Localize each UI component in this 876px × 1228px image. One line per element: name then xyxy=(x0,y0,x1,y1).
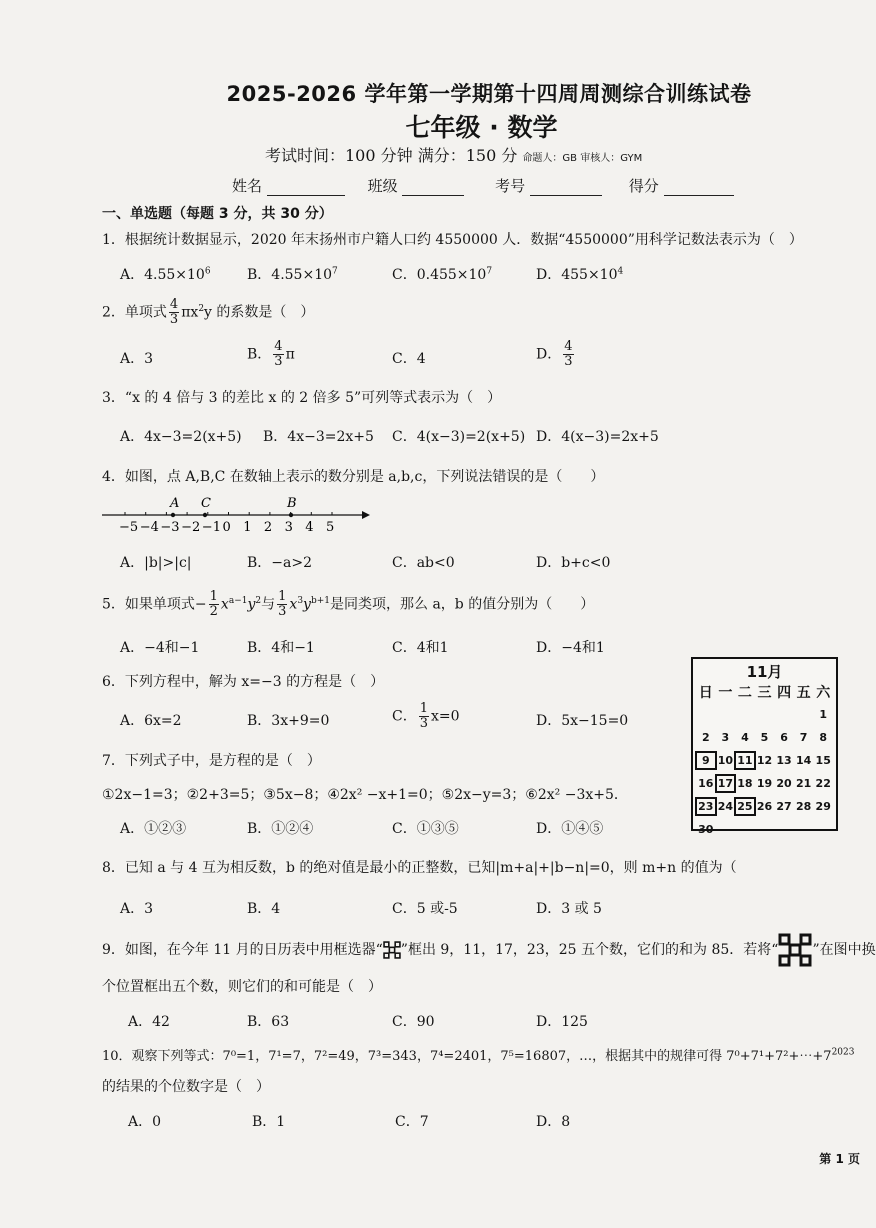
calendar-day xyxy=(696,706,716,723)
calendar-day: 5 xyxy=(760,731,769,744)
weekday-label: 一 xyxy=(718,685,733,701)
tick-label: 5 xyxy=(326,520,335,535)
class-label: 班级 xyxy=(367,177,398,195)
question-3-stem: 3．“x 的 4 倍与 3 的差比 x 的 2 倍多 5”可列等式表示为（ ） xyxy=(102,390,502,406)
calendar-day: 27 xyxy=(776,800,792,813)
name-label: 姓名 xyxy=(232,177,263,195)
q4-option-b[interactable]: B．−a>2 xyxy=(247,555,313,571)
exam-title: 2025-2026 学年第一学期第十四周周测综合训练试卷 xyxy=(226,82,752,106)
calendar-day: 23 xyxy=(696,798,716,815)
score-label: 得分 xyxy=(628,177,659,195)
q3-option-b[interactable]: B．4x−3=2x+5 xyxy=(263,429,374,445)
point-c-dot xyxy=(203,513,207,517)
q6-option-d[interactable]: D．5x−15=0 xyxy=(536,713,629,729)
calendar-day: 6 xyxy=(780,731,788,744)
q5-option-c[interactable]: C．4和1 xyxy=(392,640,449,656)
calendar-day: 30 xyxy=(698,823,714,836)
number-line xyxy=(100,497,370,547)
frame-selector-icon xyxy=(778,933,812,967)
question-9-stem-cont: 个位置框出五个数，则它们的和可能是（ ） xyxy=(102,979,382,995)
calendar-day: 29 xyxy=(815,800,831,813)
calendar-days xyxy=(693,706,836,838)
q7-option-a[interactable]: A．①②③ xyxy=(120,821,187,837)
calendar-day: 26 xyxy=(756,800,773,813)
q2-option-d[interactable]: D． $\frac{4}{3}$ xyxy=(536,339,573,369)
q2-option-b[interactable]: B． $\frac{4}{3}$ π xyxy=(247,339,295,369)
weekday-label: 五 xyxy=(796,685,811,701)
frame-selector-icon xyxy=(383,941,401,959)
q5-option-d[interactable]: D．−4和1 xyxy=(536,640,605,656)
arrow-right-icon xyxy=(362,511,370,519)
calendar-day: 14 xyxy=(795,754,812,767)
question-1-stem: 1．根据统计数据显示，2020 年末扬州市户籍人口约 4550000 人．数据“4550000”用科学记数法表示为（ ） xyxy=(102,232,803,248)
calendar-day: 7 xyxy=(799,731,808,744)
calendar-day xyxy=(774,706,794,723)
q8-option-b[interactable]: B．4 xyxy=(247,901,281,917)
q5-option-a[interactable]: A．−4和−1 xyxy=(120,640,200,656)
q5-option-b[interactable]: B．4和−1 xyxy=(247,640,315,656)
question-7-items: ①2x−1=3；②2+3=5；③5x−8；④2x² −x+1=0；⑤2x−y=3；⑥2x² −3x+5． xyxy=(102,787,628,803)
q4-option-d[interactable]: D．b+c<0 xyxy=(536,555,611,571)
tick-label: −4 xyxy=(139,520,159,535)
calendar-day: 8 xyxy=(819,731,828,744)
point-a-label: A xyxy=(170,496,180,511)
calendar-day: 3 xyxy=(721,731,730,744)
exam-authors: 命题人：GB 审核人：GYM xyxy=(522,153,643,164)
calendar-day xyxy=(794,706,814,723)
q3-option-c[interactable]: C．4(x−3)=2(x+5) xyxy=(392,429,526,445)
q1-option-c[interactable]: C．$0.455\times 10^7$ xyxy=(392,266,493,283)
calendar-day: 19 xyxy=(756,777,773,790)
id-label: 考号 xyxy=(495,177,526,195)
tick-label: −3 xyxy=(160,520,180,535)
calendar-day xyxy=(794,821,814,838)
calendar-day: 21 xyxy=(795,777,812,790)
q1-option-b[interactable]: B．$4.55\times 10^7$ xyxy=(247,266,338,283)
student-info-row xyxy=(232,175,734,196)
point-a-dot xyxy=(171,513,175,517)
q9-option-c[interactable]: C．90 xyxy=(392,1014,435,1030)
q1-option-a[interactable]: A．$4.55\times 10^6$ xyxy=(120,266,211,283)
calendar-day: 25 xyxy=(735,798,755,815)
calendar-day: 17 xyxy=(716,775,736,792)
q10-option-d[interactable]: D．8 xyxy=(536,1114,571,1130)
page-number: 第 1 页 xyxy=(819,1152,860,1166)
calendar-day xyxy=(716,706,736,723)
class-field[interactable] xyxy=(402,181,464,196)
point-b-dot xyxy=(289,513,293,517)
q9-option-b[interactable]: B．63 xyxy=(247,1014,290,1030)
point-b-label: B xyxy=(287,496,297,511)
calendar-day: 18 xyxy=(737,777,753,790)
q8-option-c[interactable]: C．5 或-5 xyxy=(392,901,458,917)
q8-option-a[interactable]: A．3 xyxy=(120,901,154,917)
calendar-day: 10 xyxy=(717,754,733,767)
q8-option-d[interactable]: D．3 或 5 xyxy=(536,901,602,917)
tick-label: 3 xyxy=(284,520,293,535)
q4-option-a[interactable]: A．|b|>|c| xyxy=(120,555,192,571)
q3-option-a[interactable]: A．4x−3=2(x+5) xyxy=(120,429,242,445)
q6-option-a[interactable]: A．6x=2 xyxy=(120,713,182,729)
question-7-stem: 7．下列式子中，是方程的是（ ） xyxy=(102,753,321,769)
calendar-day: 28 xyxy=(795,800,812,813)
exam-subtitle: 七年级 · 数学 xyxy=(405,113,558,142)
calendar-day xyxy=(813,821,833,838)
id-field[interactable] xyxy=(530,181,602,196)
name-field[interactable] xyxy=(267,181,345,196)
q10-option-b[interactable]: B．1 xyxy=(252,1114,286,1130)
calendar-day: 9 xyxy=(696,752,716,769)
calendar-day: 16 xyxy=(698,777,714,790)
q10-option-c[interactable]: C．7 xyxy=(395,1114,429,1130)
q2-option-a[interactable]: A．3 xyxy=(120,351,154,367)
q4-option-c[interactable]: C．ab<0 xyxy=(392,555,455,571)
calendar-day xyxy=(774,821,794,838)
point-c-label: C xyxy=(201,496,211,511)
question-9-stem: 9．如图，在今年 11 月的日历表中用框选器“ ”框出 9，11，17，23，25 五个数，它们的和为 85．若将“ ”在图中换 xyxy=(102,933,876,967)
weekday-label: 六 xyxy=(816,685,831,701)
calendar-day: 13 xyxy=(776,754,792,767)
question-8-stem: 8．已知 a 与 4 互为相反数，b 的绝对值是最小的正整数，已知|m+a|+|b−n|=0，则 m+n 的值为（ xyxy=(102,860,737,876)
calendar-day: 11 xyxy=(735,752,755,769)
section-heading: 一、单选题（每题 3 分，共 30 分） xyxy=(102,206,333,222)
question-10-stem: 10．观察下列等式：7⁰=1，7¹=7，7²=49，7³=343，7⁴=2401，7⁵=16807，…，根据其中的规律可得 $7^0+7^1+7^2+\cdots+7^{2023}$ xyxy=(102,1047,855,1064)
exam-time-score: 考试时间：100 分钟 满分：150 分 xyxy=(265,146,518,165)
tick-label: −1 xyxy=(201,520,221,535)
calendar-day xyxy=(735,706,755,723)
calendar-day: 24 xyxy=(717,800,733,813)
calendar-day xyxy=(735,821,755,838)
calendar-day: 20 xyxy=(776,777,792,790)
calendar-day: 2 xyxy=(701,731,710,744)
question-10-stem-cont: 的结果的个位数字是（ ） xyxy=(102,1079,270,1095)
calendar-day: 15 xyxy=(815,754,831,767)
calendar-day xyxy=(755,821,775,838)
question-4-stem: 4．如图，点 A,B,C 在数轴上表示的数分别是 a,b,c，下列说法错误的是（ ） xyxy=(102,469,605,485)
q10-option-a[interactable]: A．0 xyxy=(128,1114,162,1130)
question-6-stem: 6．下列方程中，解为 x=−3 的方程是（ ） xyxy=(102,674,385,690)
q7-option-b[interactable]: B．①②④ xyxy=(247,821,314,837)
tick-label: 1 xyxy=(243,520,252,535)
calendar-day xyxy=(755,706,775,723)
calendar-day: 12 xyxy=(756,754,773,767)
tick-label: −5 xyxy=(119,520,139,535)
tick-label: 4 xyxy=(305,520,314,535)
calendar-day: 4 xyxy=(741,731,749,744)
weekday-label: 三 xyxy=(757,685,772,701)
tick-label: −2 xyxy=(181,520,201,535)
q7-option-c[interactable]: C．①③⑤ xyxy=(392,821,459,837)
question-2-stem: 2．单项式 $\frac{4}{3}$ $\pi x^2y$ 的系数是（ ） xyxy=(102,297,315,327)
q6-option-c[interactable]: C． $\frac{1}{3}$ x=0 xyxy=(392,701,460,731)
november-calendar xyxy=(691,657,838,836)
exam-info xyxy=(265,143,642,166)
weekday-label: 四 xyxy=(777,685,792,701)
q2-option-c[interactable]: C．4 xyxy=(392,351,426,367)
q9-option-d[interactable]: D．125 xyxy=(536,1014,588,1030)
q7-option-d[interactable]: D．①④⑤ xyxy=(536,821,604,837)
weekday-label: 二 xyxy=(737,685,752,701)
calendar-day: 1 xyxy=(819,708,828,721)
q9-option-a[interactable]: A．42 xyxy=(128,1014,170,1030)
tick-label: 2 xyxy=(263,520,273,535)
question-5-stem: 5．如果单项式− $\frac{1}{2}$ $x^{a-1}y^2$与 $\frac{1}{3}$ $x^3y^{b+1}$是同类项，那么 a，b 的值分别为（ ） xyxy=(102,589,595,619)
calendar-month: 11月 xyxy=(746,663,783,681)
score-field[interactable] xyxy=(664,181,734,196)
calendar-day: 22 xyxy=(815,777,831,790)
q6-option-b[interactable]: B．3x+9=0 xyxy=(247,713,330,729)
tick-label: 0 xyxy=(222,520,231,535)
calendar-weekdays xyxy=(693,682,836,702)
weekday-label: 日 xyxy=(698,685,713,701)
q3-option-d[interactable]: D．4(x−3)=2x+5 xyxy=(536,429,659,445)
calendar-day xyxy=(716,821,736,838)
q1-option-d[interactable]: D．$455\times 10^4$ xyxy=(536,266,624,283)
